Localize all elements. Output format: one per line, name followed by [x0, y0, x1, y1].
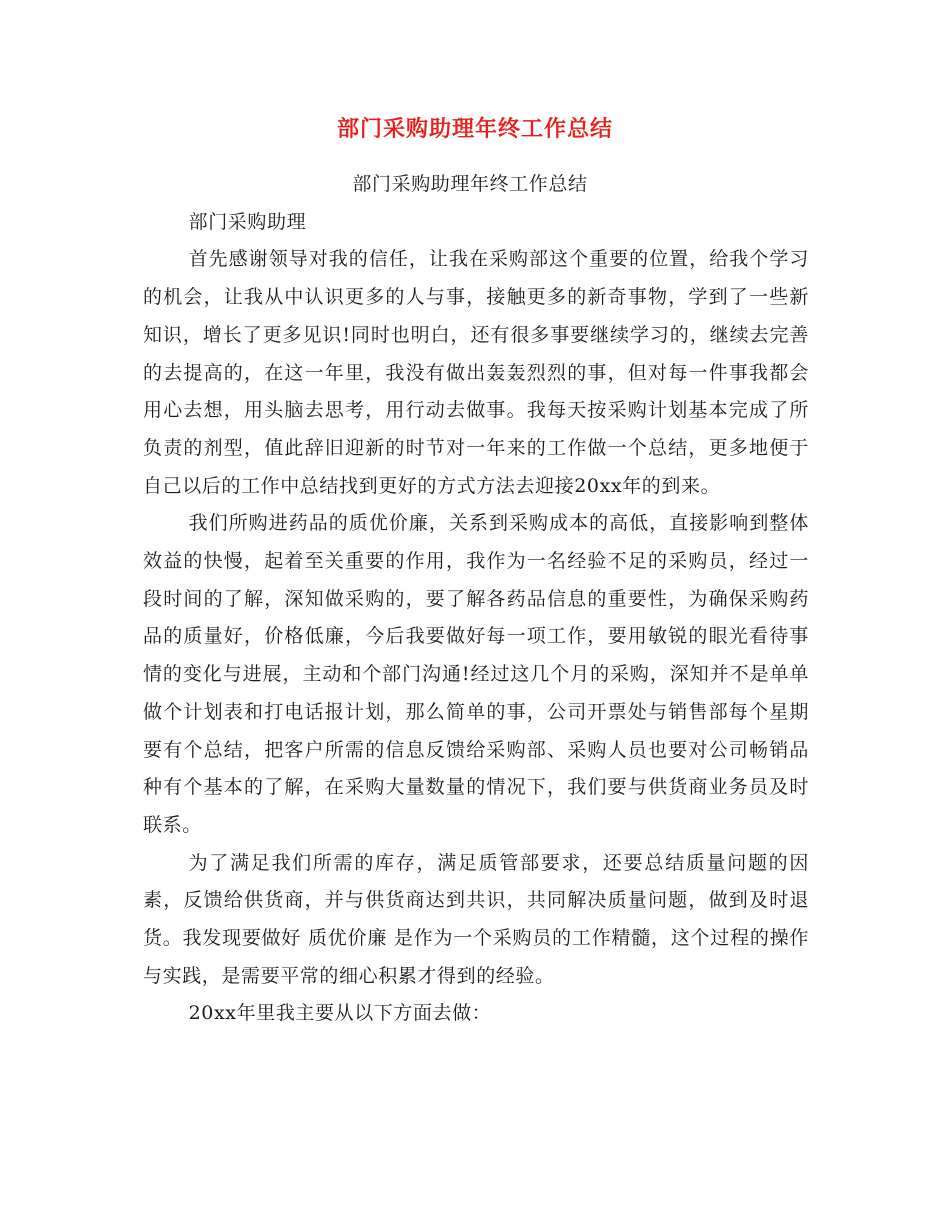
body-paragraph: 为了满足我们所需的库存，满足质管部要求，还要总结质量问题的因素，反馈给供货商，并与供货商达到共识，共同解决质量问题，做到及时退货。我发现要做好 质优价廉 是作为一个采购员的工作精髓，这个过程的操作与实践，是需要平常的细心积累才得到的经验。 [143, 851, 809, 987]
body-paragraph: 20xx年里我主要从以下方面去做： [188, 1002, 492, 1025]
body-paragraph: 我们所购进药品的质优价廉，关系到采购成本的高低，直接影响到整体效益的快慢，起着至关重要的作用，我作为一名经验不足的采购员，经过一段时间的了解，深知做采购的，要了解各药品信息的重要性，为确保采购药品的质量好，价格低廉，今后我要做好每一项工作，要用敏锐的眼光看待事情的变化与进展，主动和个部门沟通!经过这几个月的采购，深知并不是单单做个计划表和打电话报计划，那么简单的事，公司开票处与销售部每个星期要有个总结，把客户所需的信息反馈给采购部、采购人员也要对公司畅销品种有个基本的了解，在采购大量数量的情况下，我们要与供货商业务员及时联系。 [143, 512, 809, 836]
document-body [143, 166, 809, 1033]
document-subtitle: 部门采购助理年终工作总结 [352, 173, 588, 195]
role-line: 部门采购助理 [188, 210, 307, 233]
body-paragraph: 首先感谢领导对我的信任，让我在采购部这个重要的位置，给我个学习的机会，让我从中认识更多的人与事，接触更多的新奇事物，学到了一些新知识，增长了更多见识!同时也明白，还有很多事要继续学习的，继续去完善的去提高的，在这一年里，我没有做出轰轰烈烈的事，但对每一件事我都会用心去想，用头脑去思考，用行动去做事。我每天按采购计划基本完成了所负责的剂型，值此辞旧迎新的时节对一年来的工作做一个总结，更多地便于自己以后的工作中总结找到更好的方式方法去迎接20xx年的到来。 [143, 248, 809, 497]
document-title: 部门采购助理年终工作总结 [336, 117, 613, 142]
